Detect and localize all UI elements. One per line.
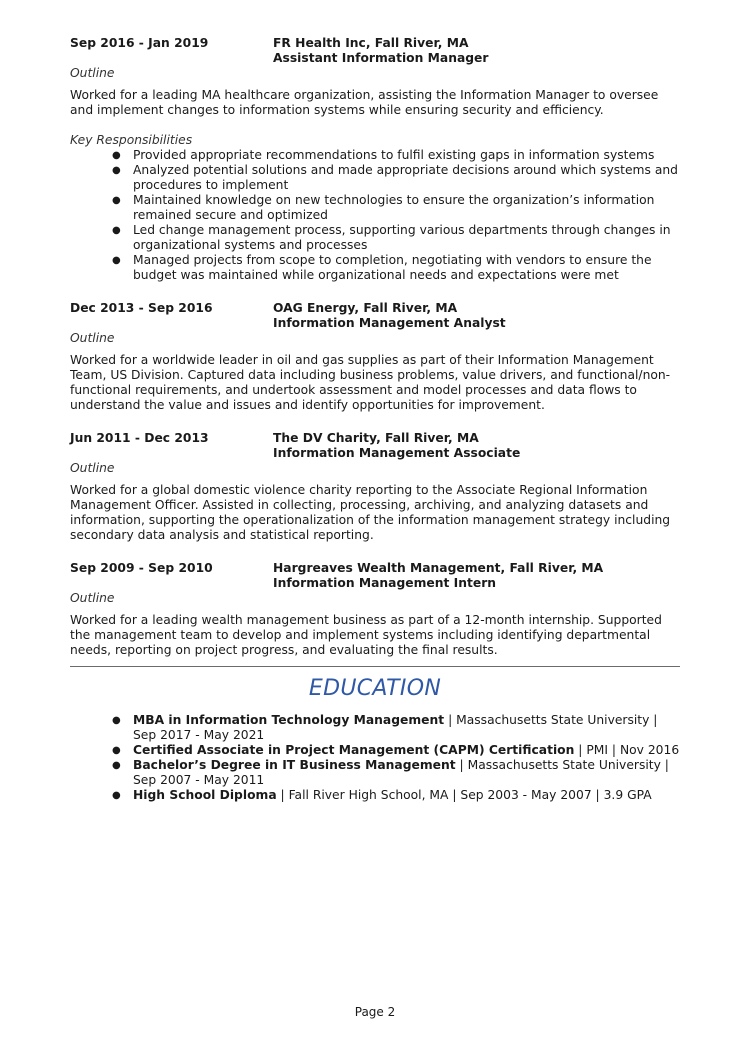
degree-name: MBA in Information Technology Management — [133, 713, 445, 727]
bullet-icon: ● — [112, 150, 121, 161]
list-item — [112, 163, 680, 193]
bullet-icon: ● — [112, 165, 121, 176]
list-item — [112, 223, 680, 253]
outline-text: Worked for a leading wealth management business as part of a 12-month internship. Supported the management team to develop and implement systems including identifying departmental needs, reporting on project progress, and evaluating the final results. — [70, 613, 662, 657]
responsibility-text: Maintained knowledge on new technologies to ensure the organization’s information remained secure and optimized — [133, 193, 655, 222]
outline-label: Outline — [70, 461, 115, 475]
degree-name: Bachelor’s Degree in IT Business Management — [133, 758, 456, 772]
education-heading: EDUCATION — [308, 676, 442, 701]
outline-label: Outline — [70, 66, 115, 80]
resume-page — [70, 36, 680, 803]
job-header — [70, 561, 680, 591]
degree-name: High School Diploma — [133, 788, 277, 802]
bullet-icon: ● — [112, 715, 121, 726]
job-title: Information Management Intern — [273, 576, 497, 590]
job-title: Information Management Analyst — [273, 316, 506, 330]
job-company: FR Health Inc, Fall River, MA — [273, 36, 469, 50]
list-item — [112, 788, 680, 803]
outline-label: Outline — [70, 331, 115, 345]
job-dates: Sep 2009 - Sep 2010 — [70, 561, 213, 575]
outline-text: Worked for a global domestic violence charity reporting to the Associate Regional Information Management Officer. Assisted in collecting, processing, archiving, and analyzing datasets and information, supporting the operationalization of the information management strategy including secondary data analysis and statistical reporting. — [70, 483, 671, 542]
list-item — [112, 193, 680, 223]
outline-label: Outline — [70, 591, 115, 605]
job-company: Hargreaves Wealth Management, Fall River, MA — [273, 561, 604, 575]
job-header — [70, 301, 680, 331]
job-company: OAG Energy, Fall River, MA — [273, 301, 458, 315]
responsibility-text: Provided appropriate recommendations to fulfil existing gaps in information systems — [133, 148, 655, 162]
job-entry — [70, 431, 680, 543]
list-item — [112, 253, 680, 283]
responsibilities-label: Key Responsibilities — [70, 133, 193, 147]
degree-details: | Massachusetts State University | Sep 2017 - May 2021 — [133, 713, 658, 742]
job-dates: Jun 2011 - Dec 2013 — [70, 431, 209, 445]
degree-details: | Fall River High School, MA | Sep 2003 - May 2007 | 3.9 GPA — [276, 788, 652, 802]
job-title: Information Management Associate — [273, 446, 521, 460]
job-entry — [70, 561, 680, 658]
bullet-icon: ● — [112, 760, 121, 771]
list-item — [112, 758, 680, 788]
outline-text: Worked for a leading MA healthcare organization, assisting the Information Manager to oversee and implement changes to information systems while ensuring security and efficiency. — [70, 88, 659, 117]
education-list — [70, 713, 680, 803]
bullet-icon: ● — [112, 745, 121, 756]
degree-details: | PMI | Nov 2016 — [574, 743, 680, 757]
responsibility-text: Managed projects from scope to completion, negotiating with vendors to ensure the budget was maintained while organizational needs and expectations were met — [133, 253, 652, 282]
responsibilities-list — [70, 148, 680, 283]
degree-name: Certified Associate in Project Management (CAPM) Certification — [133, 743, 575, 757]
job-dates: Sep 2016 - Jan 2019 — [70, 36, 209, 50]
list-item — [112, 743, 680, 758]
job-header — [70, 36, 680, 66]
section-divider — [70, 666, 680, 667]
list-item — [112, 148, 680, 163]
bullet-icon: ● — [112, 195, 121, 206]
page-number: Page 2 — [354, 1005, 396, 1019]
job-entry — [70, 36, 680, 283]
job-dates: Dec 2013 - Sep 2016 — [70, 301, 213, 315]
bullet-icon: ● — [112, 255, 121, 266]
outline-text: Worked for a worldwide leader in oil and gas supplies as part of their Information Management Team, US Division. Captured data including business problems, value drivers, and functional/non-functional requirements, and undertook assessment and model processes and data flows to understand the value and issues and identify opportunities for improvement. — [70, 353, 671, 412]
job-title: Assistant Information Manager — [273, 51, 489, 65]
job-entry — [70, 301, 680, 413]
bullet-icon: ● — [112, 225, 121, 236]
bullet-icon: ● — [112, 790, 121, 801]
job-header — [70, 431, 680, 461]
responsibility-text: Led change management process, supporting various departments through changes in organizational systems and processes — [133, 223, 671, 252]
responsibility-text: Analyzed potential solutions and made appropriate decisions around which systems and procedures to implement — [133, 163, 678, 192]
degree-details: | Massachusetts State University | Sep 2007 - May 2011 — [133, 758, 669, 787]
job-company: The DV Charity, Fall River, MA — [273, 431, 479, 445]
list-item — [112, 713, 680, 743]
